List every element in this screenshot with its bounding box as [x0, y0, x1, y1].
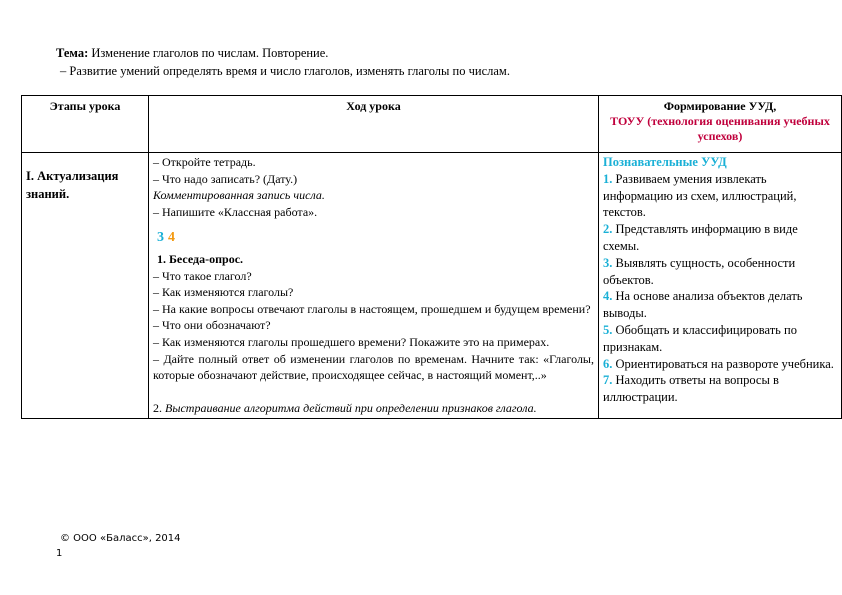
uud-cell — [599, 153, 842, 419]
uud-item-number: 1. — [603, 171, 613, 186]
step-number-3: 3 — [157, 230, 168, 246]
question-line: – Как изменяются глаголы прошедшего времени? Покажите это на примерах. — [153, 334, 550, 349]
topic-text: Изменение глаголов по числам. Повторение. — [88, 46, 329, 60]
question-line: – Как изменяются глаголы? — [153, 285, 294, 300]
uud-item-text: Находить ответы на вопросы в иллюстрации. — [603, 373, 779, 405]
table-row — [22, 153, 842, 419]
topic-line — [56, 44, 510, 62]
uud-item — [603, 288, 837, 322]
header-uud — [599, 96, 842, 153]
course-line: – Что надо записать? (Дату.) — [153, 171, 298, 186]
section-title: 1. Беседа-опрос. — [157, 251, 244, 266]
course-line: – Напишите «Классная работа». — [153, 204, 318, 219]
question-line: – Дайте полный ответ об изменении глаголов по временам. Начните так: «Глаголы, которые обозначают действие, происходящее сейчас, в настоящий момент,..» — [153, 351, 594, 383]
uud-title: Познавательные УУД — [603, 155, 727, 169]
course-line: – Откройте тетрадь. — [153, 155, 256, 169]
section-2-text: Выстраивание алгоритма действий при определении признаков глагола. — [162, 401, 537, 416]
uud-item-number: 4. — [603, 289, 613, 304]
page-number: 1 — [56, 548, 63, 559]
uud-item-text: Выявлять сущность, особенности объектов. — [603, 255, 796, 287]
uud-item-number: 5. — [603, 322, 613, 337]
header-uud-label: Формирование УУД, — [663, 99, 777, 113]
lesson-table — [21, 95, 842, 419]
course-cell — [149, 153, 599, 419]
header-course: Ход урока — [149, 96, 599, 153]
uud-item — [603, 171, 837, 221]
step-numbers — [157, 230, 594, 247]
question-line: – Что они обозначают? — [153, 318, 271, 333]
uud-item-text: Представлять информацию в виде схемы. — [603, 222, 798, 253]
uud-item — [603, 255, 837, 289]
goal-line: – Развитие умений определять время и число глаголов, изменять глаголы по числам. — [60, 64, 510, 78]
uud-item-text: Обобщать и классифицировать по признакам. — [603, 322, 797, 354]
course-line: Комментированная запись числа. — [153, 188, 325, 203]
uud-item-text: Ориентироваться на развороте учебника. — [612, 356, 834, 371]
uud-item — [603, 221, 837, 255]
stage-cell: I. Актуализация знаний. — [22, 153, 149, 419]
topic-label: Тема: — [56, 46, 89, 60]
question-line: – На какие вопросы отвечают глаголы в настоящем, прошедшем и будущем времени? — [153, 301, 591, 316]
section-2 — [153, 400, 594, 417]
header-touu: ТОУУ (технология оценивания учебных успехов) — [610, 114, 830, 143]
uud-item-text: На основе анализа объектов делать выводы. — [603, 289, 803, 321]
uud-item — [603, 356, 837, 373]
uud-item-number: 2. — [603, 222, 613, 237]
copyright-footer: © ООО «Баласс», 2014 — [60, 533, 181, 544]
document-header — [56, 44, 510, 80]
uud-item-number: 3. — [603, 255, 613, 270]
uud-item-text: Развиваем умения извлекать информацию из схем, иллюстраций, текстов. — [603, 171, 797, 220]
uud-item — [603, 372, 837, 406]
uud-item-number: 6. — [603, 356, 613, 371]
step-number-4: 4 — [168, 230, 179, 246]
uud-item — [603, 322, 837, 356]
section-2-number: 2. — [153, 401, 162, 416]
header-stages: Этапы урока — [22, 96, 149, 153]
question-line: – Что такое глагол? — [153, 268, 252, 283]
uud-item-number: 7. — [603, 373, 613, 388]
table-header-row — [22, 96, 842, 153]
